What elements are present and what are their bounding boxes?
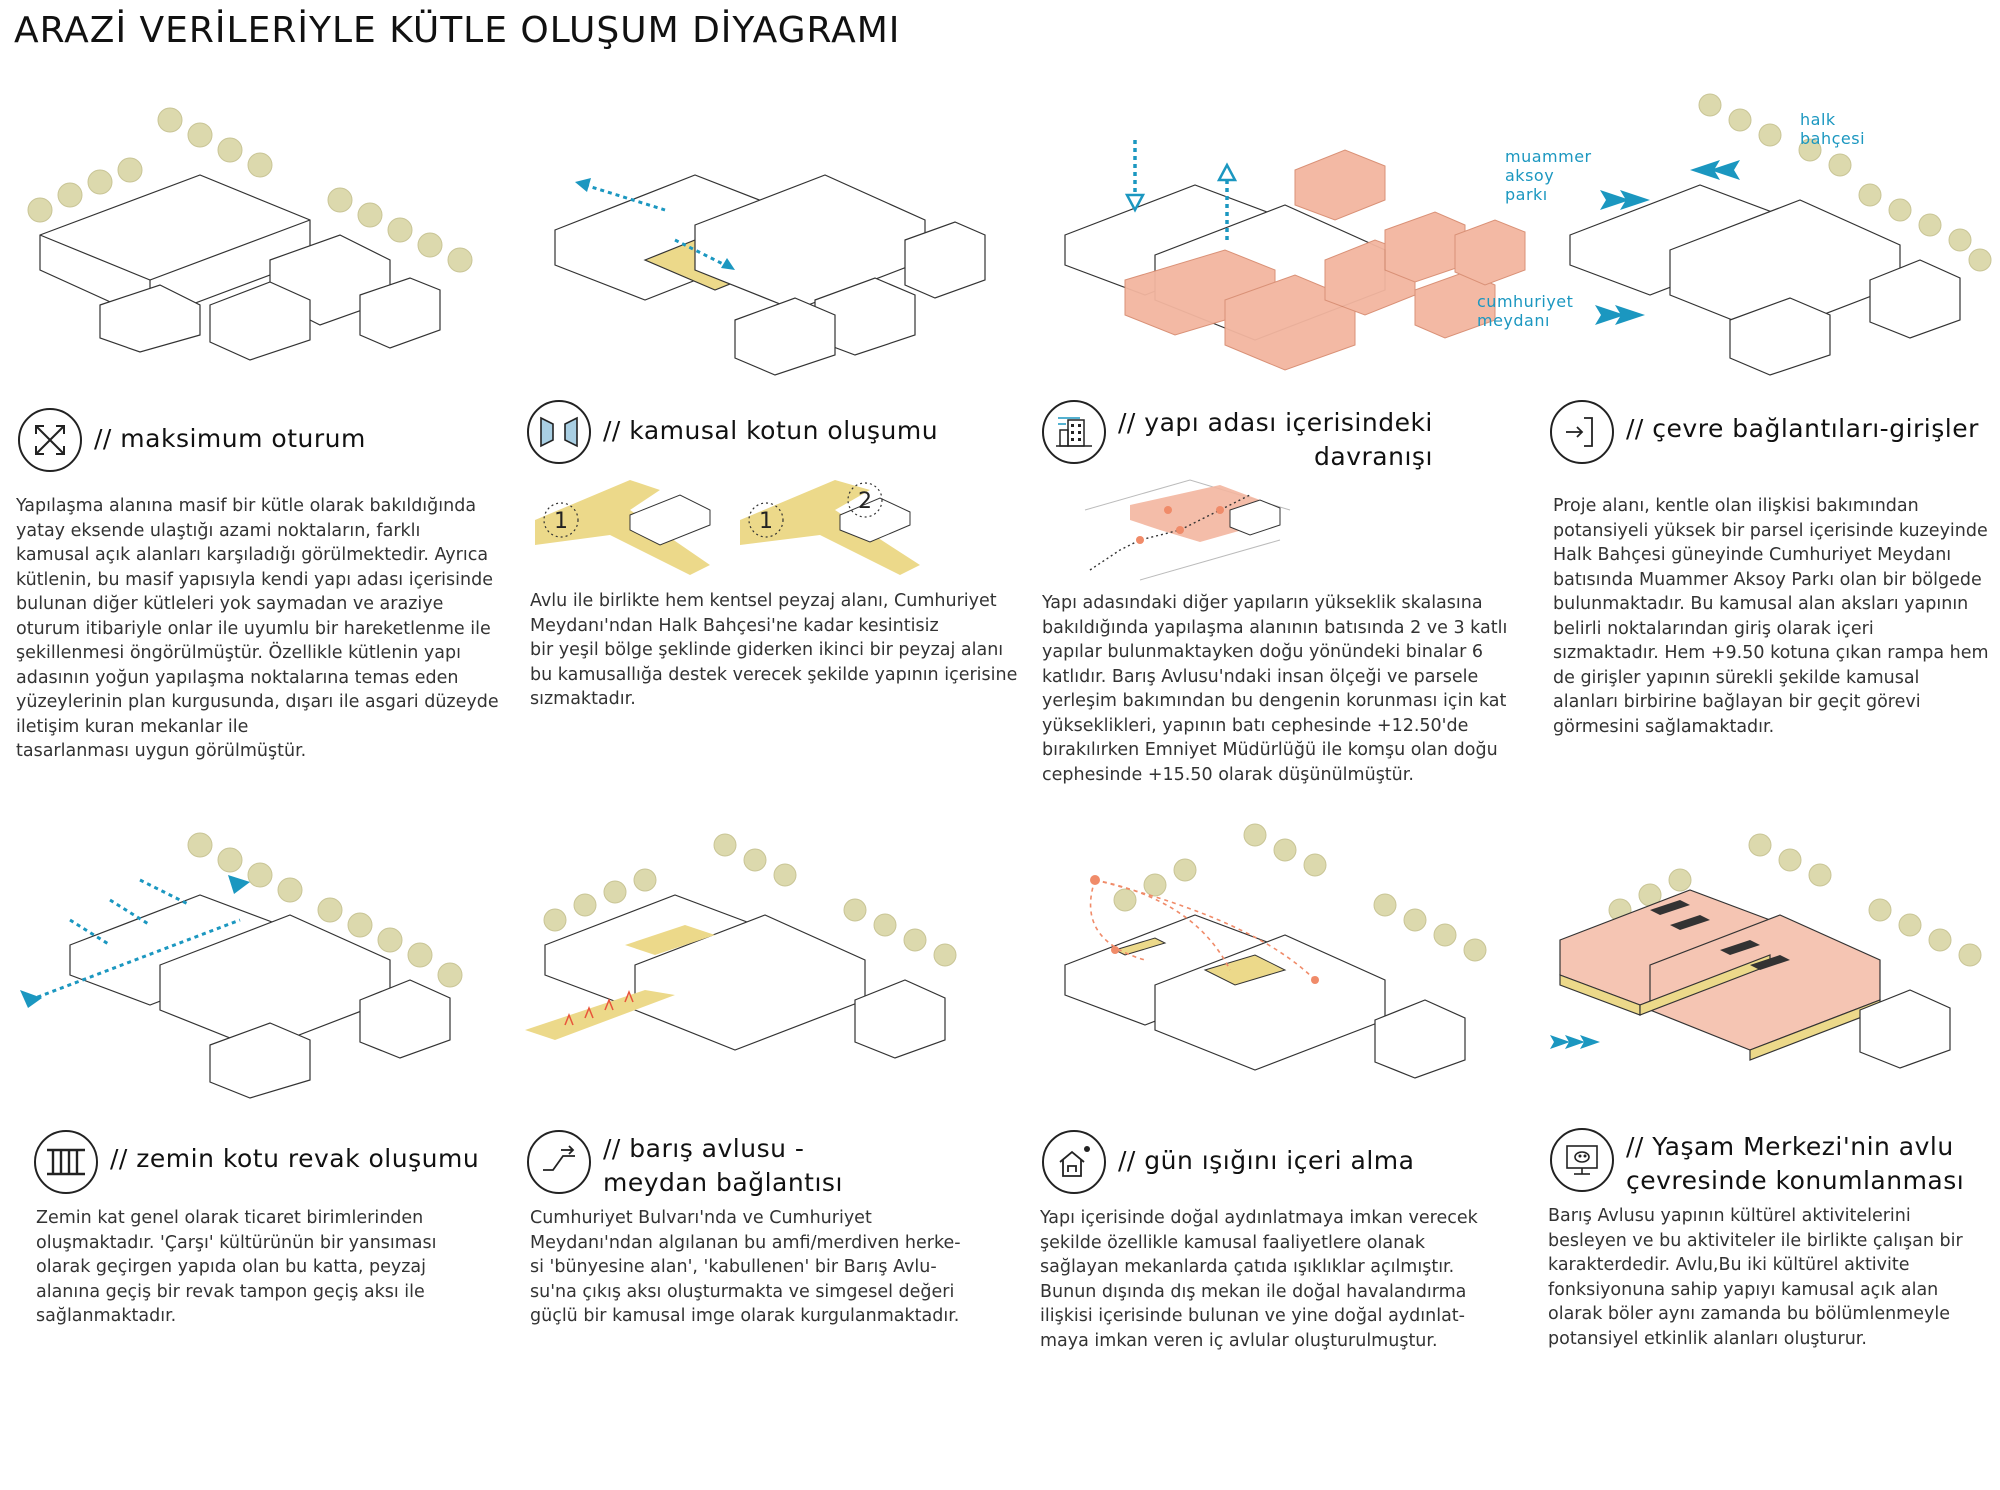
sun-house-icon (1042, 1130, 1106, 1194)
panel-2-heading (527, 400, 938, 464)
marker-1a: 1 (554, 509, 568, 534)
diagram-maximum-footprint (10, 90, 490, 370)
marker-2: 2 (858, 489, 872, 514)
entry-icon (1550, 400, 1614, 464)
marker-1b: 1 (759, 509, 773, 534)
panel-5-title: // zemin kotu revak oluşumu (110, 1144, 480, 1173)
expand-arrows-icon (18, 408, 82, 472)
panel-3-title: // yapı adası içerisindeki davranışı (1118, 408, 1433, 471)
panel-7-title: // gün ışığını içeri alma (1118, 1146, 1415, 1175)
diagram-public-level (525, 130, 1005, 390)
panel-6-text: Cumhuriyet Bulvarı'nda ve Cumhuriyet Meydanı'ndan algılanan bu amfi/merdiven herke- si 'bünyesine alan', 'kabullenen' bir Barış Avlu- su'na çıkış aksı oluşturmakta ve simgesel değeri güçlü bir kamusal imge olarak kurgulanmaktadır. (530, 1208, 961, 1326)
arrow-head (575, 178, 591, 192)
panel-1-title: // maksimum oturum (94, 424, 366, 453)
panel-1-heading (18, 408, 366, 472)
page-title: ARAZİ VERİLERİYLE KÜTLE OLUŞUM DİYAGRAMI (14, 10, 901, 51)
panel-6-heading (527, 1130, 843, 1200)
panel-6-title: // barış avlusu - meydan bağlantısı (603, 1134, 843, 1197)
panel-8-heading (1550, 1128, 1964, 1198)
stairs-icon (527, 1130, 591, 1194)
buildings-icon (1042, 400, 1106, 464)
diagram-block-behaviour (1055, 130, 1535, 380)
panel-5-text: Zemin kat genel olarak ticaret birimlerinden oluşmaktadır. 'Çarşı' kültürünün bir yansıması olarak geçirgen yapıda olan bu katta, peyzaj alanına geçiş bir revak tampon geçiş aksı ile sağlanmaktadır. (36, 1208, 437, 1326)
public-level-plans (530, 470, 1010, 580)
colonnade-icon (34, 1130, 98, 1194)
diagram-life-center (1540, 830, 2000, 1100)
panel-3-text: Yapı adasındaki diğer yapıların yükseklik skalasına bakıldığında yapılaşma alanının batısında 2 ve 3 katlı yapılar bulunmaktayken doğu yönündeki binalar 6 katlıdır. Barış Avlusu'ndaki insan ölçeği ve parsele yerleşim bakımından bu dengenin korunması için kat yükseklikleri, yapının batı cephesinde +12.50'de bırakılırken Emniyet Müdürlüğü ile komşu olan doğu cephesinde +15.50 olarak düşünülmüştür. (1042, 593, 1508, 785)
panel-5-heading (34, 1130, 479, 1194)
panel-8-title: // Yaşam Merkezi'nin avlu çevresinde konumlanması (1626, 1132, 1965, 1195)
block-behaviour-plan (1080, 470, 1300, 590)
panel-8-text: Barış Avlusu yapının kültürel aktivitelerini besleyen ve bu aktiviteler ile birlikte çalışan bir karakterdedir. Avlu,Bu iki kültürel aktivite fonksiyonuna sahip yapıyı kamusal açık alan olarak böler aynı zamanda bu bölümlenmeyle potansiyel etkinlik alanları oluşturur. (1548, 1206, 1963, 1349)
panel-2-text: Avlu ile birlikte hem kentsel peyzaj alanı, Cumhuriyet Meydanı'ndan Halk Bahçesi'ne kadar kesintisiz bir yeşil bölge şeklinde giderken ikinci bir peyzaj alanı bu kamusallığa destek verecek şekilde yapının içerisine sızmaktadır. (530, 591, 1018, 709)
label-halk-bahcesi: halk bahçesi (1800, 110, 1866, 148)
label-muammer-aksoy-park: muammer aksoy parkı (1505, 147, 1592, 204)
panel-7-heading (1042, 1130, 1414, 1194)
gate-icon (527, 400, 591, 464)
panel-4-heading (1550, 400, 1979, 464)
panel-4-title: // çevre bağlantıları-girişler (1626, 414, 1979, 443)
label-cumhuriyet-meydani: cumhuriyet meydanı (1477, 292, 1574, 330)
panel-4-text: Proje alanı, kentle olan ilişkisi bakımından potansiyeli yüksek bir parsel içerisinde kuzeyinde Halk Bahçesi güneyinde Cumhuriyet Meydanı batısında Muammer Aksoy Parkı olan bir bölgede bulunmaktadır. Bu kamusal alan aksları yapının belirli noktalarından giriş olarak içeri sızmaktadır. Hem +9.50 kotuna çıkan rampa hem de girişler yapının sürekli şekilde kamusal alanları birbirine bağlayan bir geçit görevi görmesini sağlamaktadır. (1553, 496, 1989, 737)
screen-icon (1550, 1128, 1614, 1192)
diagram-peace-courtyard (525, 830, 1005, 1100)
panel-3-heading (1042, 400, 1433, 474)
panel-2-title: // kamusal kotun oluşumu (603, 416, 939, 445)
diagram-ground-arcade (10, 830, 490, 1100)
diagram-daylight (1055, 820, 1535, 1100)
panel-1-text: Yapılaşma alanına masif bir kütle olarak bakıldığında yatay eksende ulaştığı azami noktaların, farklı kamusal açık alanları karşıladığı görülmektedir. Ayrıca kütlenin, bu masif yapısıyla kendi yapı adası içerisinde bulunan diğer kütleleri yok saymadan ve araziye oturum itibariyle onlar ile uyumlu bir hareketlenme ile şekillenmesi öngörülmüştür. Özellikle kütlenin yapı adasının yoğun yapılaşma noktalarına temas eden yüzeylerinin plan kurgusunda, dışarı ile asgari düzeyde iletişim kuran mekanlar ile tasarlanması uygun görülmüştür. (16, 496, 499, 761)
panel-7-text: Yapı içerisinde doğal aydınlatmaya imkan verecek şekilde özellikle kamusal faaliyetlere olanak sağlayan mekanlarda çatıda ışıklıklar açılmıştır. Bunun dışında dış mekan ile doğal havalandırma ilişkisi içerisinde bulunan ve yine doğal aydınlat- maya imkan veren iç avlular oluşturulmuştur. (1040, 1208, 1478, 1351)
diagram-connections-entries (1540, 90, 2000, 380)
